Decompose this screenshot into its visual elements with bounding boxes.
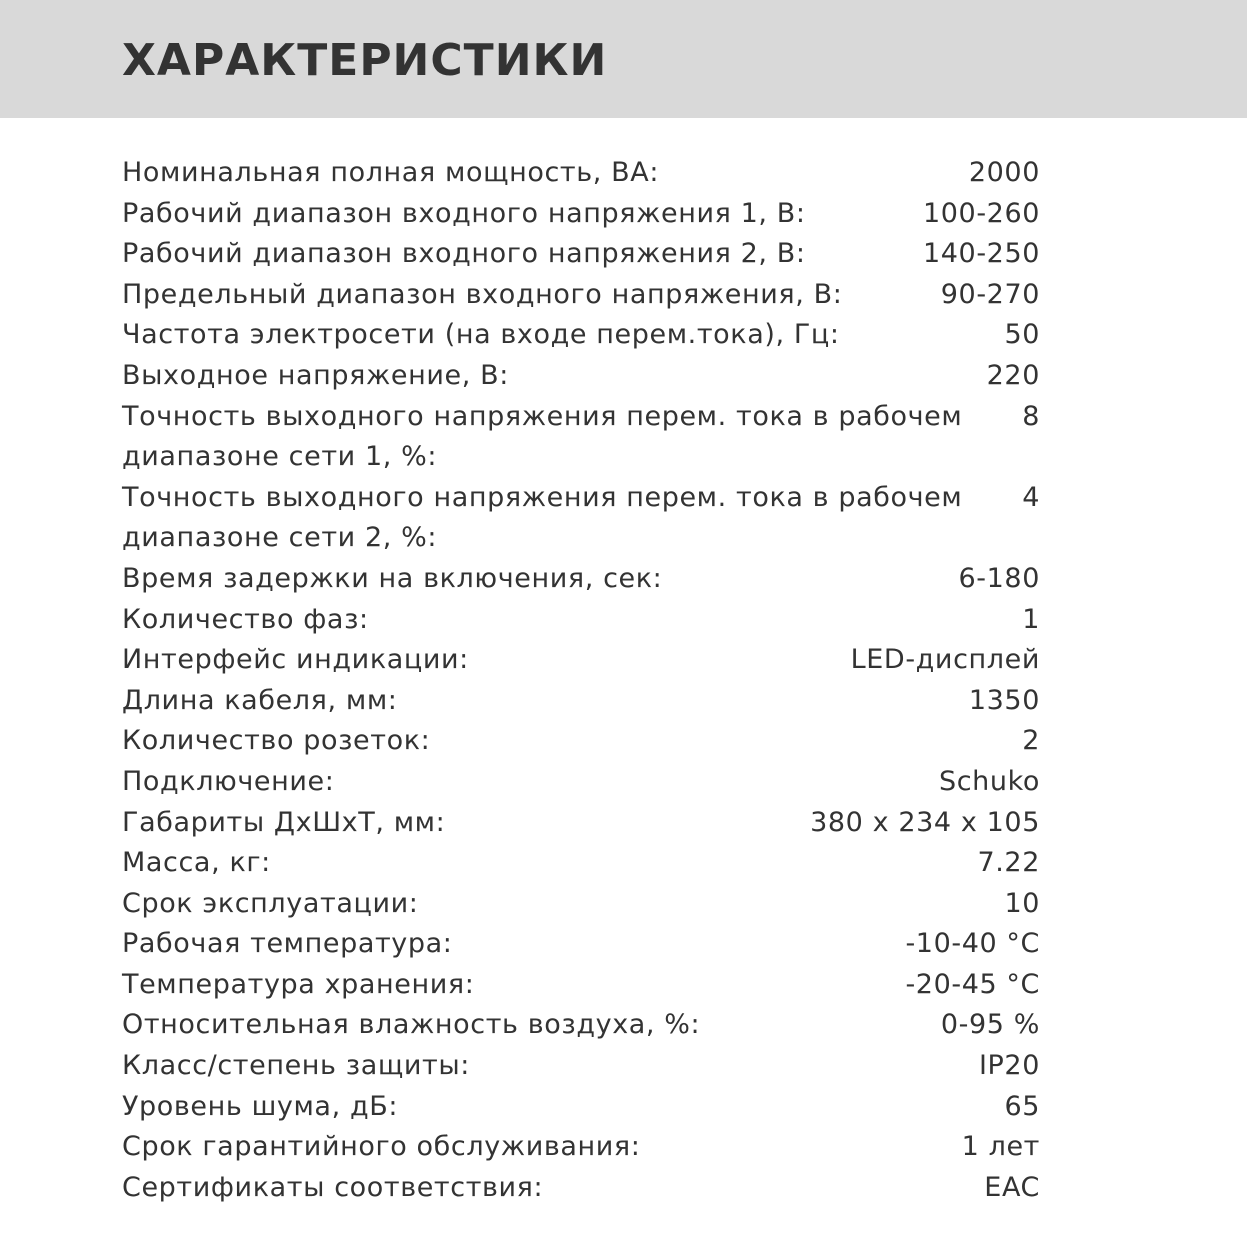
spec-row-frequency	[122, 315, 1040, 356]
spec-value: IP20	[978, 1050, 1040, 1082]
spec-value: 220	[986, 359, 1040, 391]
spec-label: Сертификаты соответствия:	[122, 1171, 544, 1203]
page-title: ХАРАКТЕРИСТИКИ	[122, 35, 608, 86]
spec-row-weight	[122, 843, 1040, 884]
spec-list	[122, 153, 1040, 1208]
spec-value: 10	[1004, 887, 1040, 919]
spec-label: Габариты ДхШхТ, мм:	[122, 806, 446, 838]
spec-value: 6-180	[958, 562, 1040, 594]
spec-label: Относительная влажность воздуха, %:	[122, 1009, 701, 1041]
spec-label: Номинальная полная мощность, ВА:	[122, 157, 660, 188]
spec-value: 4	[1022, 481, 1040, 513]
spec-row-accuracy-2	[122, 478, 1040, 559]
spec-value: 90-270	[940, 278, 1040, 310]
spec-value: LED-дисплей	[850, 644, 1040, 676]
spec-row-storage-temp	[122, 965, 1040, 1006]
spec-value: 1	[1022, 603, 1040, 635]
spec-row-cable-length	[122, 681, 1040, 722]
spec-value: 0-95 %	[940, 1009, 1040, 1041]
spec-value: Schuko	[938, 765, 1040, 797]
spec-value: 380 x 234 x 105	[810, 806, 1040, 838]
spec-row-limit-input-range	[122, 275, 1040, 316]
spec-label: Подключение:	[122, 765, 335, 797]
spec-row-accuracy-1	[122, 397, 1040, 478]
spec-value: EAC	[984, 1171, 1040, 1203]
spec-label: Температура хранения:	[122, 968, 475, 1000]
spec-label: Класс/степень защиты:	[122, 1050, 470, 1082]
spec-label: Срок эксплуатации:	[122, 887, 419, 919]
spec-row-certificates	[122, 1168, 1040, 1209]
spec-row-service-life	[122, 884, 1040, 925]
spec-label: Рабочая температура:	[122, 928, 453, 960]
spec-row-delay	[122, 559, 1040, 600]
spec-value: 100-260	[922, 197, 1040, 229]
spec-label: Точность выходного напряжения перем. тока в рабочем диапазоне сети 2, %:	[122, 481, 963, 554]
spec-row-nominal-power	[122, 153, 1040, 194]
spec-label: Интерфейс индикации:	[122, 644, 469, 676]
spec-value: -10-40 °C	[905, 928, 1040, 960]
spec-row-output-voltage	[122, 356, 1040, 397]
spec-value: 7.22	[977, 847, 1040, 879]
spec-label: Рабочий диапазон входного напряжения 1, В:	[122, 197, 806, 229]
spec-label: Рабочий диапазон входного напряжения 2, В:	[122, 238, 806, 270]
spec-label: Масса, кг:	[122, 847, 271, 879]
spec-label: Время задержки на включения, сек:	[122, 562, 663, 594]
spec-value: 2	[1022, 725, 1040, 757]
spec-row-noise	[122, 1087, 1040, 1128]
spec-label: Выходное напряжение, В:	[122, 359, 509, 391]
spec-value: 65	[1004, 1090, 1040, 1122]
spec-row-input-range-2	[122, 234, 1040, 275]
spec-row-warranty	[122, 1127, 1040, 1168]
spec-label: Длина кабеля, мм:	[122, 684, 398, 716]
spec-label: Точность выходного напряжения перем. тока в рабочем диапазоне сети 1, %:	[122, 400, 963, 473]
spec-value: 8	[1022, 400, 1040, 432]
spec-value: 2000	[968, 157, 1040, 188]
spec-value: 1 лет	[961, 1131, 1040, 1163]
spec-row-protection-class	[122, 1046, 1040, 1087]
spec-row-connection	[122, 762, 1040, 803]
spec-value: 50	[1004, 319, 1040, 351]
spec-value: -20-45 °C	[905, 968, 1040, 1000]
spec-row-phases	[122, 600, 1040, 641]
spec-label: Количество фаз:	[122, 603, 369, 635]
spec-row-dimensions	[122, 803, 1040, 844]
spec-label: Количество розеток:	[122, 725, 431, 757]
spec-row-operating-temp	[122, 924, 1040, 965]
spec-label: Срок гарантийного обслуживания:	[122, 1131, 641, 1163]
spec-label: Частота электросети (на входе перем.тока), Гц:	[122, 319, 840, 351]
spec-label: Уровень шума, дБ:	[122, 1090, 399, 1122]
spec-label: Предельный диапазон входного напряжения, В:	[122, 278, 843, 310]
spec-value: 140-250	[922, 238, 1040, 270]
spec-row-input-range-1	[122, 194, 1040, 235]
spec-row-sockets	[122, 721, 1040, 762]
header-band	[0, 0, 1247, 118]
spec-row-humidity	[122, 1005, 1040, 1046]
spec-row-display	[122, 640, 1040, 681]
spec-value: 1350	[968, 684, 1040, 716]
